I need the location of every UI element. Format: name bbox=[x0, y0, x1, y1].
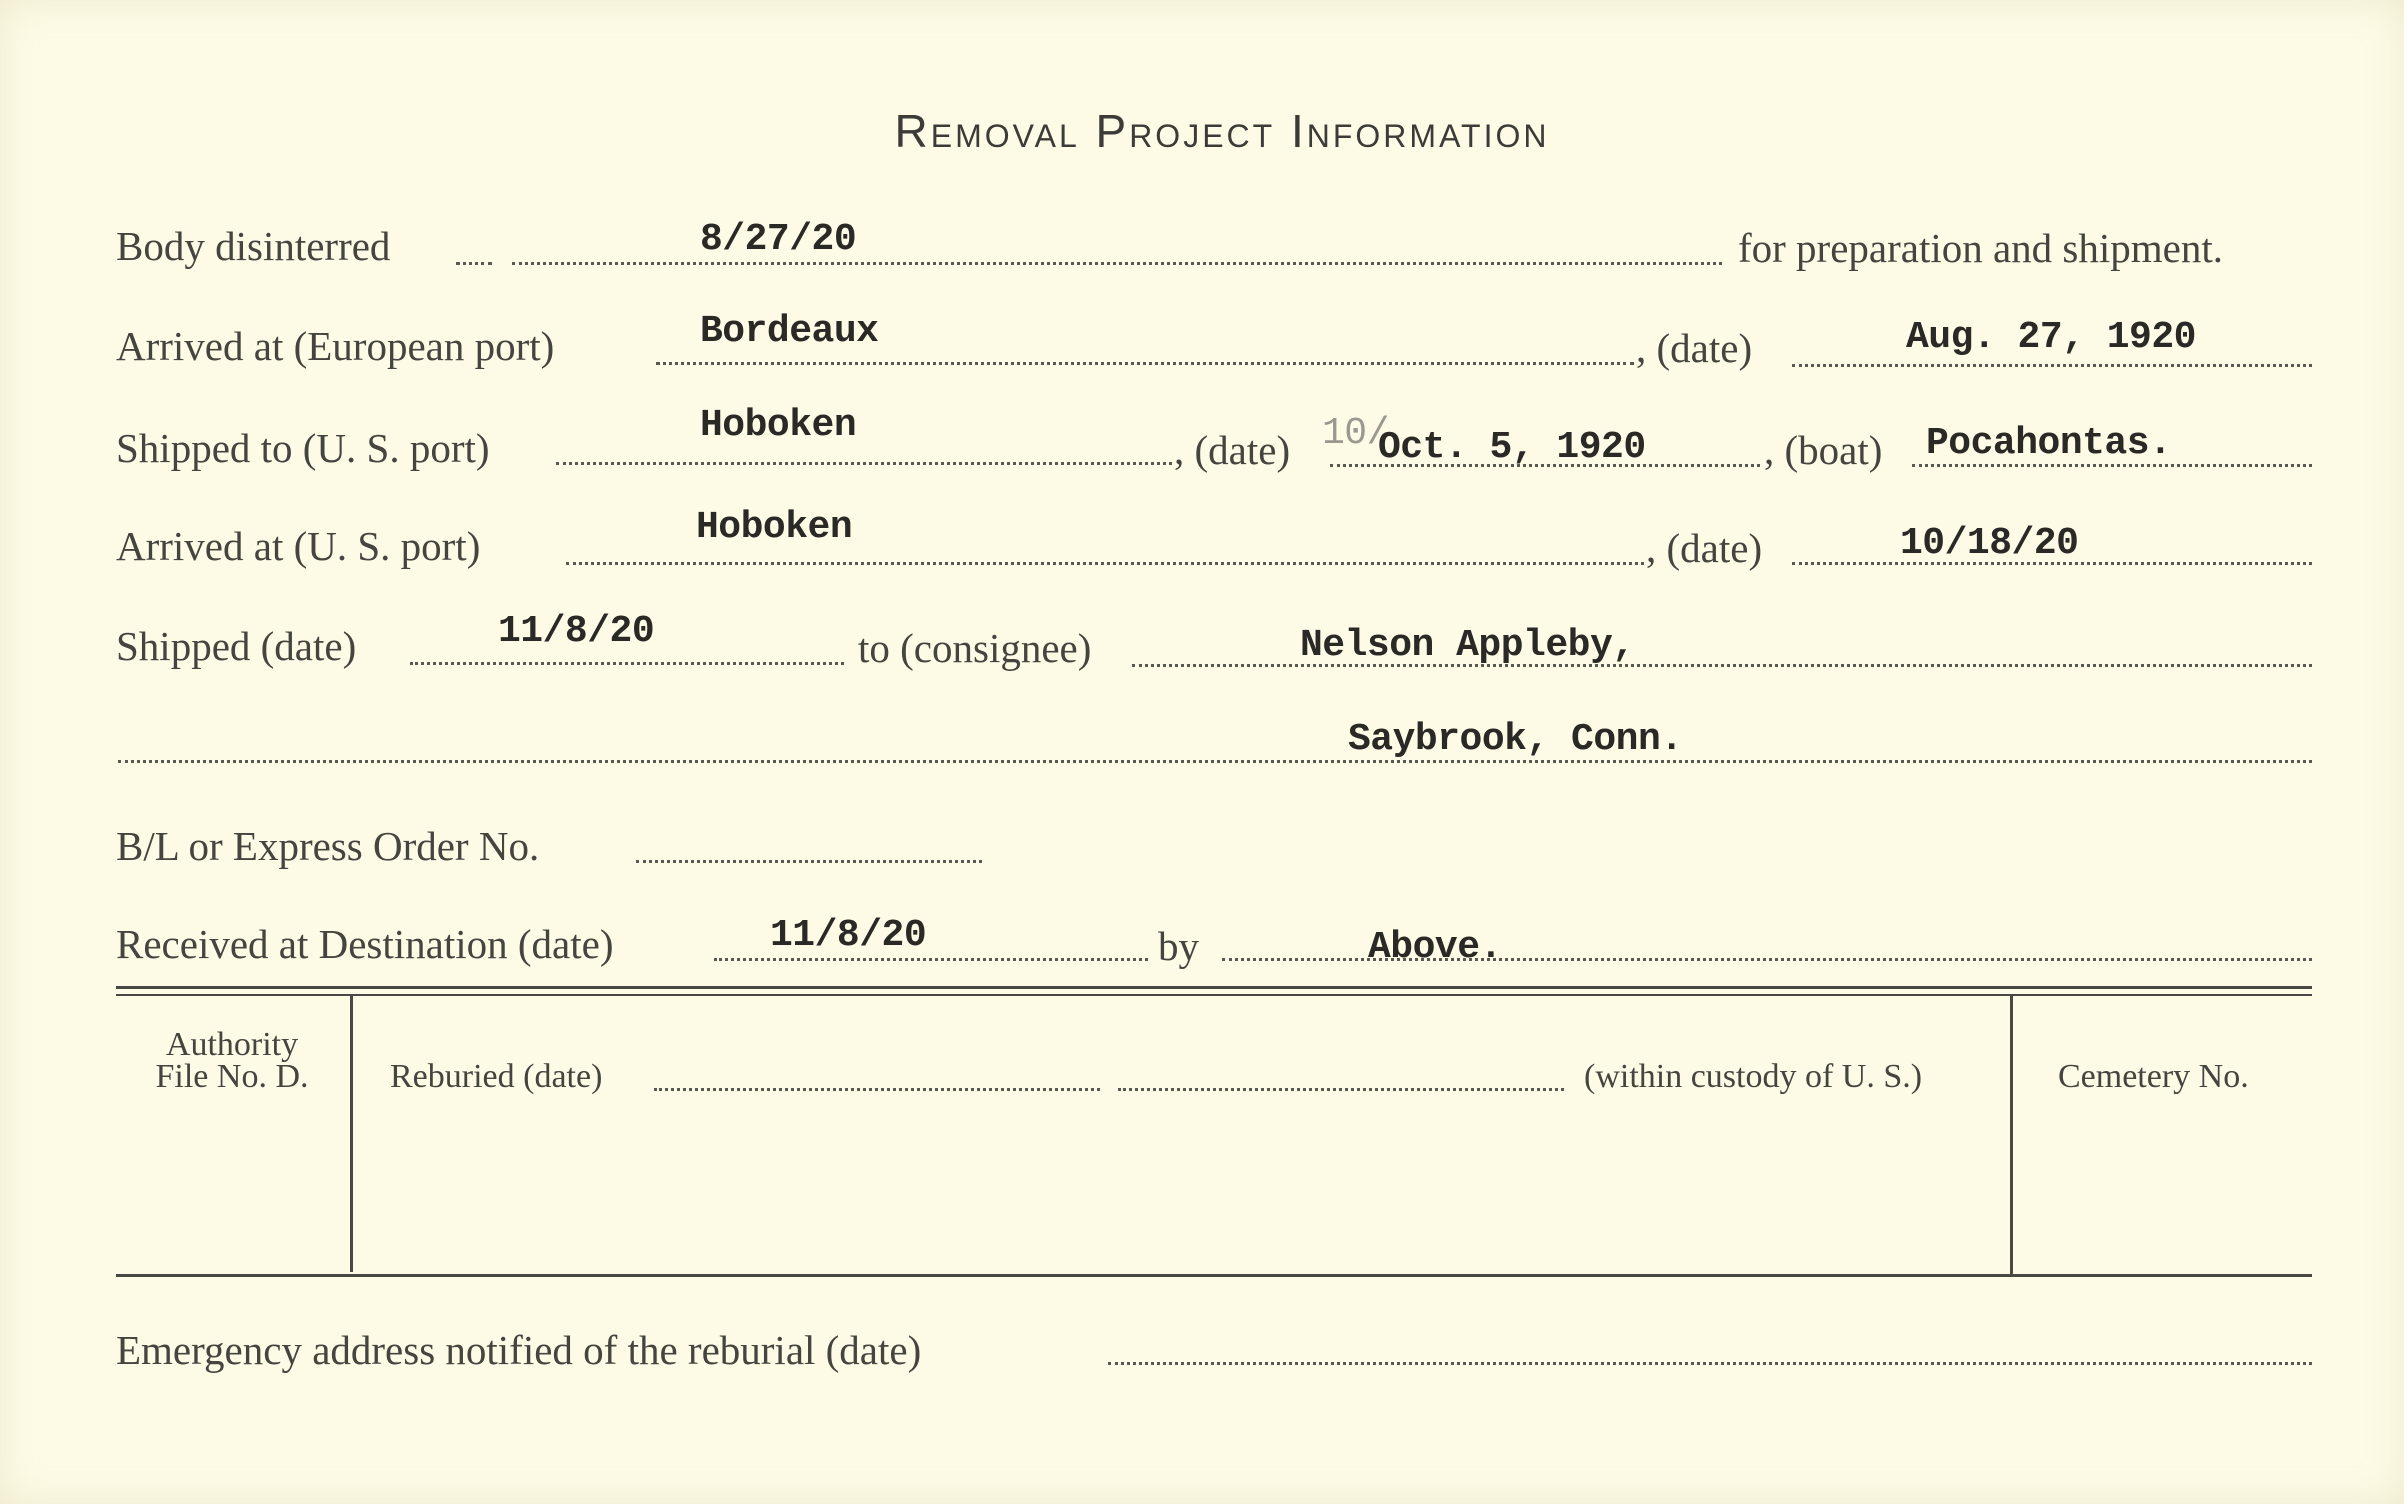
bl-line bbox=[636, 860, 982, 863]
emergency-label: Emergency address notified of the reburial (date) bbox=[116, 1327, 922, 1373]
euro-port-value: Bordeaux bbox=[700, 310, 879, 353]
shipped-to-value: Hoboken bbox=[700, 404, 857, 447]
received-date-value: 11/8/20 bbox=[770, 914, 927, 957]
arrived-us-date-label: , (date) bbox=[1646, 525, 1763, 571]
received-label: Received at Destination (date) bbox=[116, 921, 614, 967]
reburied-line-1 bbox=[654, 1088, 1100, 1091]
arrived-us-line bbox=[566, 562, 1644, 565]
euro-port-date-line bbox=[1792, 364, 2312, 367]
shipped-to-date-value: Oct. 5, 1920 bbox=[1378, 426, 1646, 469]
disinterred-suffix: for preparation and shipment. bbox=[1738, 225, 2224, 271]
reburied-line-2 bbox=[1118, 1088, 1564, 1091]
disinterred-leader bbox=[456, 262, 492, 265]
authority-label: Authority bbox=[165, 1026, 299, 1063]
arrived-us-date-value: 10/18/20 bbox=[1900, 522, 2079, 565]
custody-label: (within custody of U. S.) bbox=[1584, 1058, 1923, 1095]
box-divider-right bbox=[2010, 996, 2013, 1274]
consignee-place: Saybrook, Conn. bbox=[1348, 718, 1683, 761]
consignee-label: to (consignee) bbox=[858, 625, 1092, 671]
boat-value: Pocahontas. bbox=[1926, 422, 2172, 465]
disinterred-label: Body disinterred bbox=[116, 223, 391, 269]
euro-port-date-label: , (date) bbox=[1636, 325, 1753, 371]
shipped-to-line bbox=[556, 462, 1172, 465]
euro-port-date-value: Aug. 27, 1920 bbox=[1906, 316, 2196, 359]
cemetery-no-label: Cemetery No. bbox=[2058, 1058, 2249, 1095]
emergency-line bbox=[1108, 1362, 2312, 1365]
bl-label: B/L or Express Order No. bbox=[116, 823, 540, 869]
arrived-us-label: Arrived at (U. S. port) bbox=[116, 523, 481, 569]
shipped-to-date-label: , (date) bbox=[1174, 427, 1291, 473]
euro-port-label: Arrived at (European port) bbox=[116, 323, 555, 369]
box-divider-left bbox=[350, 996, 353, 1272]
received-by-label: by bbox=[1158, 923, 1199, 969]
boat-label: , (boat) bbox=[1764, 427, 1883, 473]
box-top-rule bbox=[116, 986, 2312, 989]
shipped-to-date-struck: 10/ bbox=[1322, 412, 1389, 455]
euro-port-line bbox=[656, 362, 1634, 365]
shipped-date-value: 11/8/20 bbox=[498, 610, 655, 653]
reburied-label: Reburied (date) bbox=[390, 1058, 603, 1095]
shipped-to-label: Shipped to (U. S. port) bbox=[116, 425, 490, 471]
shipped-date-line bbox=[410, 662, 844, 665]
consignee-name: Nelson Appleby, bbox=[1300, 624, 1635, 667]
box-bottom-rule bbox=[116, 1274, 2312, 1277]
disinterred-date-value: 8/27/20 bbox=[700, 218, 857, 261]
consignee-place-line bbox=[118, 760, 2312, 763]
received-date-line bbox=[714, 958, 1148, 961]
shipped-label: Shipped (date) bbox=[116, 623, 357, 669]
disinterred-line bbox=[512, 262, 1722, 265]
received-by-value: Above. bbox=[1368, 926, 1502, 969]
file-no-label: File No. D. bbox=[155, 1058, 309, 1095]
arrived-us-value: Hoboken bbox=[696, 506, 853, 549]
box-top-rule-inner bbox=[116, 994, 2312, 996]
page-title: Removal Project Information bbox=[894, 105, 1550, 157]
